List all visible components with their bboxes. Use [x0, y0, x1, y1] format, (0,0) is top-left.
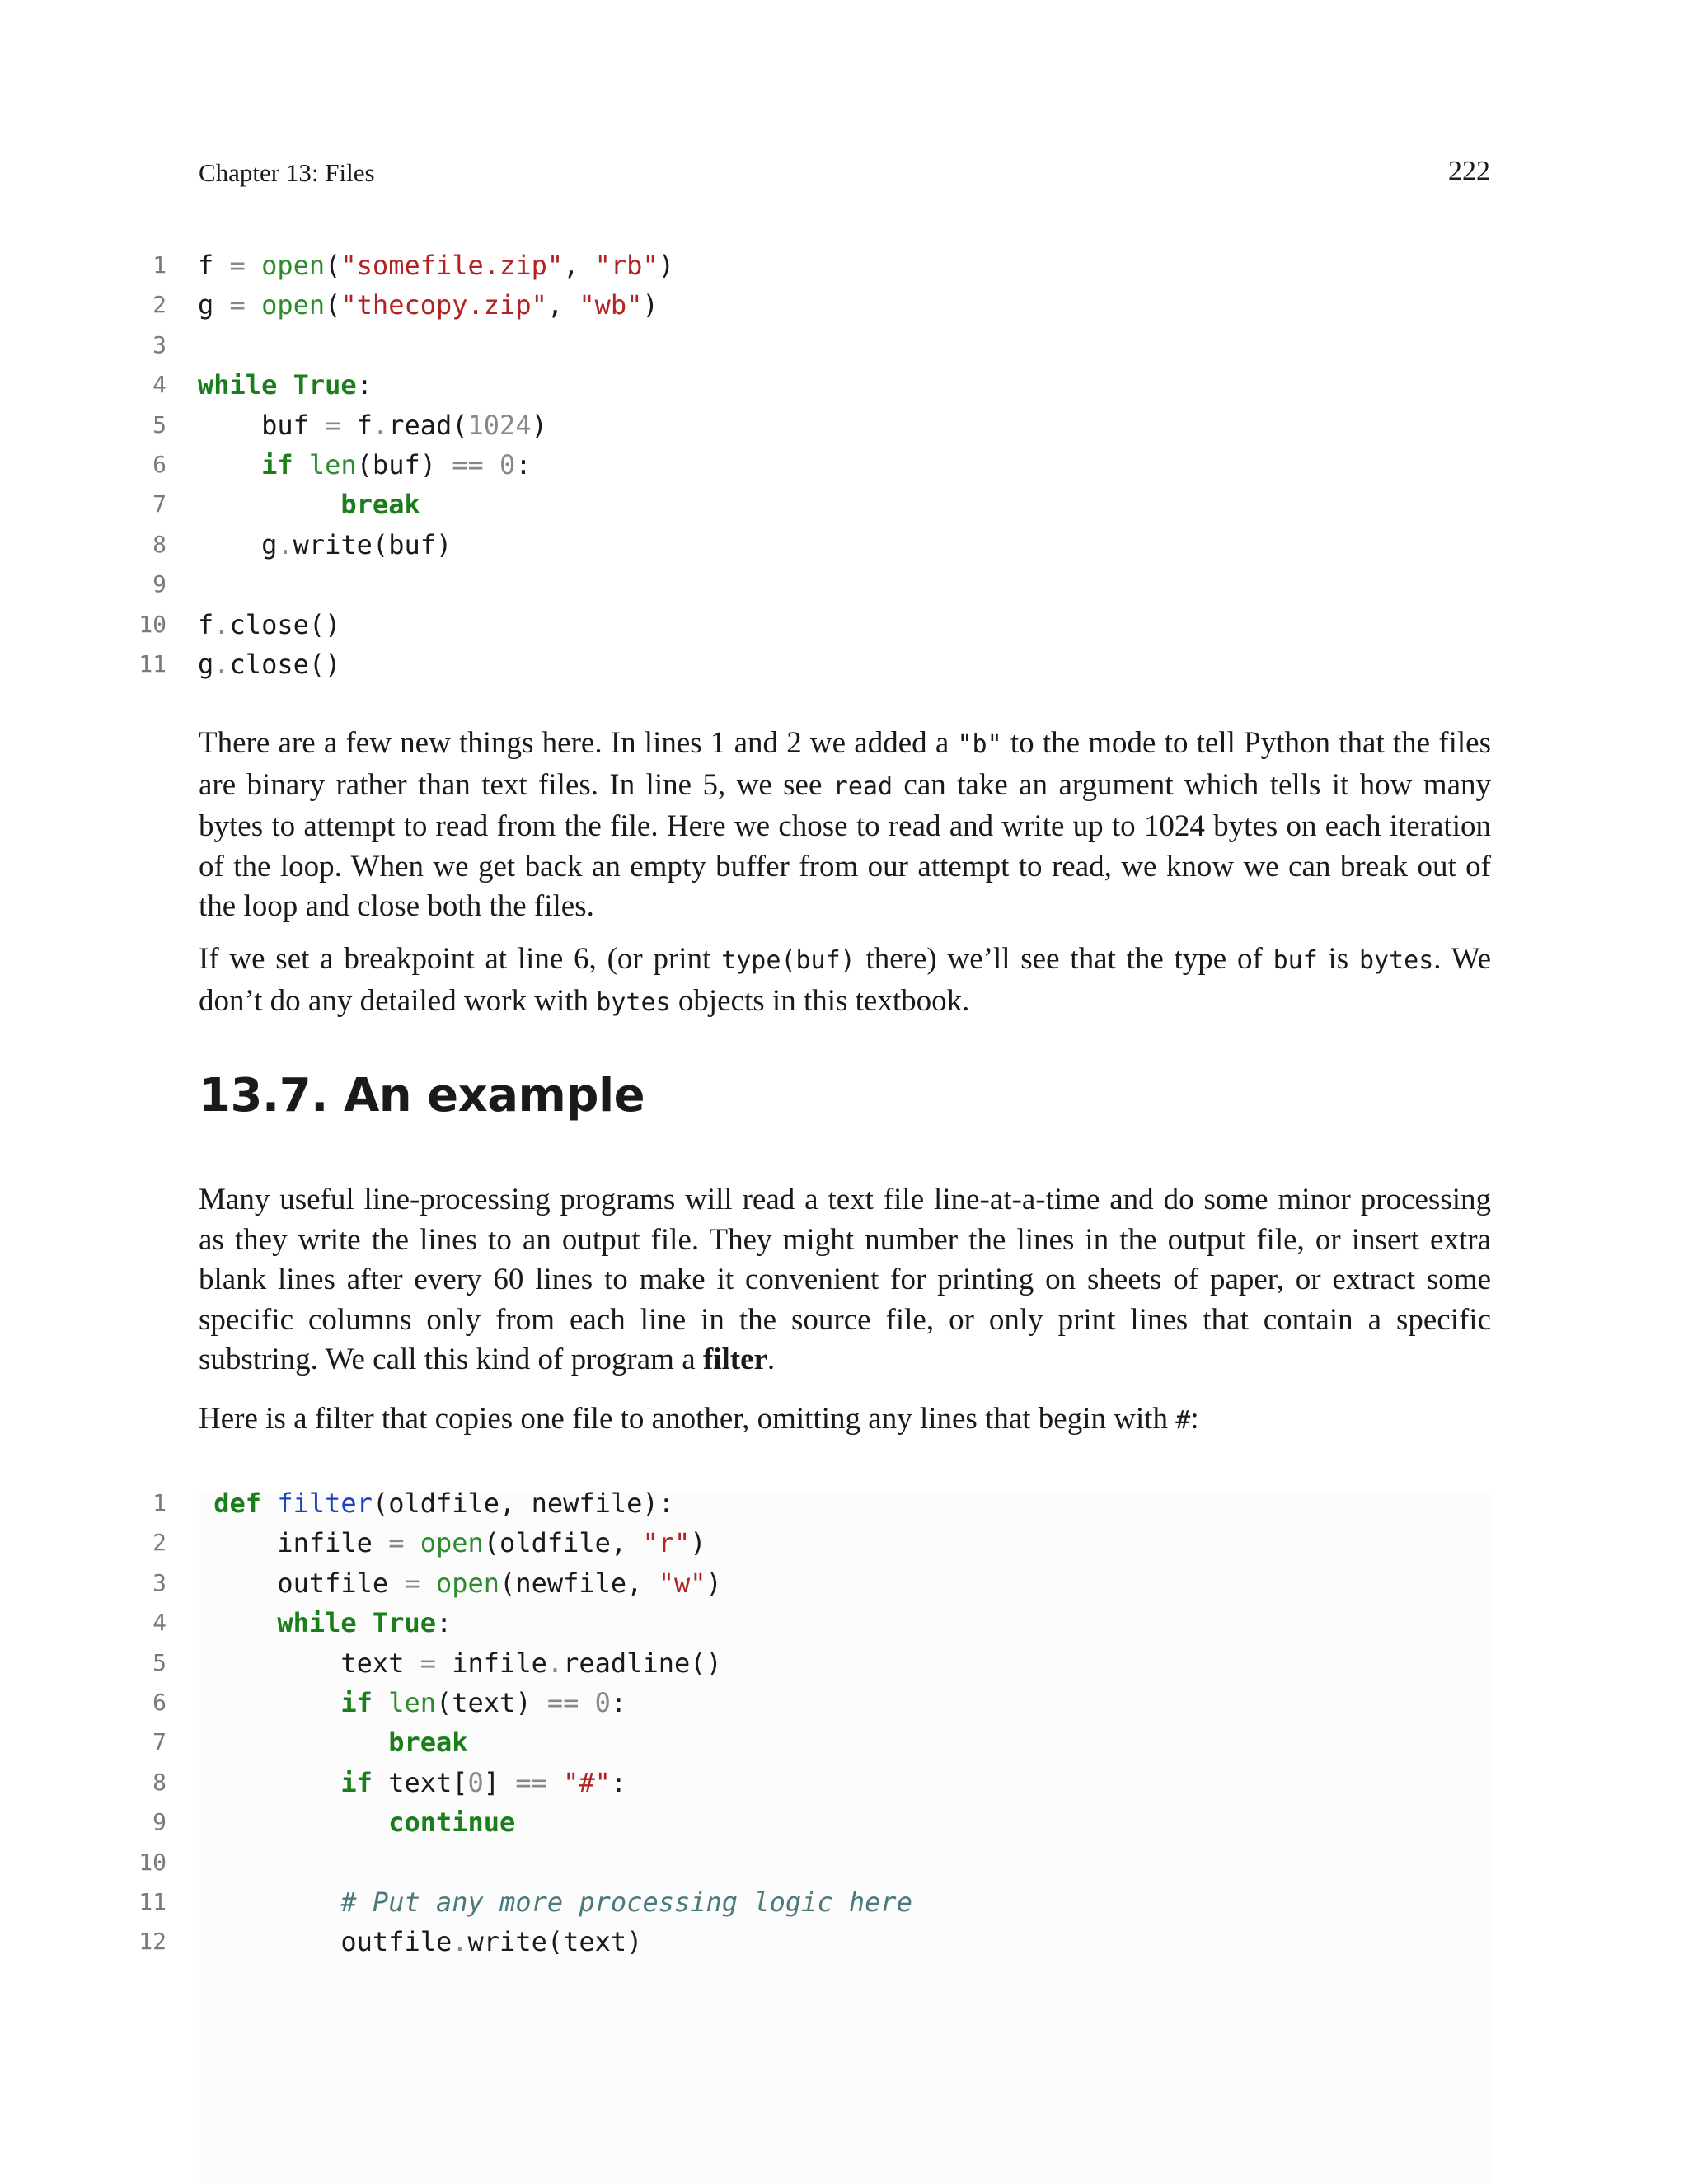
code-line	[132, 1683, 1490, 1722]
code-token: # Put any more processing logic here	[340, 1886, 912, 1918]
line-number: 8	[152, 530, 166, 558]
code-token: =	[404, 1567, 420, 1599]
code-text	[198, 445, 532, 485]
code-text	[198, 405, 547, 445]
code-line	[132, 405, 1490, 445]
code-token: ==	[546, 1686, 579, 1718]
code-token: filter	[277, 1488, 373, 1519]
code-token: open	[420, 1527, 484, 1559]
code-text	[198, 485, 420, 524]
code-token	[198, 1727, 388, 1758]
code-line	[132, 1922, 1490, 1961]
code-line	[132, 1843, 1490, 1882]
code-text	[198, 1683, 626, 1722]
code-token: len	[308, 448, 357, 480]
code-line	[132, 246, 1490, 285]
code-line	[132, 605, 1490, 644]
code-token: :	[610, 1766, 627, 1798]
paragraph-bytes-type: If we set a breakpoint at line 6, (or print type(buf) there) we’ll see that the type of buf is bytes. We don’t do any detailed work with bytes objects in this textbook.	[199, 942, 1492, 1018]
code-token: ]	[483, 1766, 516, 1798]
inline-code: bytes	[596, 987, 671, 1017]
code-token: .	[452, 1926, 468, 1958]
code-token: continue	[388, 1807, 516, 1839]
code-token: readline()	[563, 1647, 722, 1679]
line-number: 1	[152, 251, 166, 279]
line-number: 6	[152, 450, 166, 478]
code-token: read(	[388, 409, 468, 441]
code-token: :	[610, 1686, 627, 1718]
code-token: 1024	[467, 409, 532, 441]
code-line	[132, 1882, 1490, 1922]
code-line	[132, 1802, 1490, 1842]
line-number: 9	[152, 1808, 166, 1836]
code-token: :	[356, 369, 373, 401]
code-text	[198, 1722, 468, 1762]
code-token: text	[198, 1647, 420, 1679]
code-token: )	[706, 1567, 722, 1599]
code-token	[198, 1767, 340, 1798]
code-token: f	[198, 608, 214, 640]
code-token: "#"	[563, 1766, 611, 1798]
code-token	[547, 1767, 563, 1798]
code-token	[198, 1488, 213, 1519]
code-token	[246, 289, 261, 321]
code-token: buf	[198, 409, 326, 441]
code-line	[132, 485, 1490, 524]
code-token: open	[435, 1567, 500, 1599]
code-token: (oldfile, newfile):	[372, 1488, 674, 1519]
line-number: 9	[152, 570, 166, 598]
code-token: =	[420, 1647, 436, 1679]
code-line	[132, 285, 1490, 325]
code-token	[198, 449, 261, 480]
code-token: def	[213, 1488, 262, 1519]
code-token: "somefile.zip"	[340, 250, 564, 281]
code-token: .	[213, 648, 230, 680]
line-number: 11	[138, 1887, 166, 1915]
code-token: 0	[499, 448, 516, 480]
code-token: break	[340, 489, 420, 521]
inline-code: bytes	[1358, 946, 1434, 975]
line-number: 2	[152, 291, 166, 319]
page-number: 222	[1448, 156, 1490, 186]
code-token: break	[388, 1727, 468, 1759]
paragraph-binary-files: There are a few new things here. In lines 1 and 2 we added a "b" to the mode to tell Python that the files are binary rather than text files. In line 5, we see read can take an argument which tells it how many bytes to attempt to read from the file. Here we chose to read and write up to 1024 bytes on each iteration of the loop. When we get back an empty buffer from our attempt to read, we know we can break out of the loop and close both the files.	[199, 726, 1491, 923]
code-line	[132, 1563, 1490, 1603]
code-token: (newfile,	[499, 1567, 659, 1599]
line-number: 7	[152, 1728, 166, 1756]
code-token	[373, 1687, 388, 1718]
code-token	[198, 1807, 388, 1838]
code-text	[198, 246, 674, 285]
code-line	[132, 445, 1490, 485]
code-line	[132, 326, 1490, 365]
line-number: 12	[138, 1928, 166, 1956]
code-token	[198, 1607, 277, 1638]
code-token	[484, 449, 499, 480]
code-text	[198, 525, 452, 565]
code-line	[132, 1483, 1490, 1523]
paragraph-filter-example: Here is a filter that copies one file to another, omitting any lines that begin with #:	[199, 1402, 1199, 1436]
code-token: ==	[515, 1766, 547, 1798]
code-token: .	[546, 1647, 564, 1679]
code-text	[198, 1882, 912, 1922]
code-token: "w"	[658, 1567, 706, 1599]
code-line	[132, 365, 1490, 405]
line-number: 4	[152, 1609, 166, 1637]
code-token: .	[372, 409, 389, 441]
bold-term: filter	[702, 1343, 767, 1376]
code-line	[132, 1603, 1490, 1643]
code-token	[404, 1527, 420, 1558]
code-token: ,	[563, 250, 595, 281]
code-text	[198, 365, 373, 405]
inline-code: #	[1175, 1406, 1191, 1435]
code-line	[132, 644, 1490, 684]
code-token: while	[198, 369, 278, 401]
code-token: len	[388, 1686, 436, 1718]
code-token	[420, 1568, 436, 1599]
code-token: "wb"	[579, 289, 643, 321]
code-token: "thecopy.zip"	[340, 289, 547, 321]
code-token: :	[515, 448, 532, 480]
line-number: 5	[152, 410, 166, 438]
line-number: 8	[152, 1768, 166, 1796]
code-token: )	[531, 409, 547, 441]
code-token: infile	[435, 1647, 547, 1679]
code-token: infile	[198, 1527, 389, 1559]
code-text	[198, 1603, 452, 1643]
code-token: close()	[229, 648, 341, 680]
code-token: f	[198, 250, 230, 281]
code-token: )	[690, 1527, 706, 1559]
code-token: if	[261, 448, 293, 480]
code-token	[579, 1687, 594, 1718]
line-number: 3	[152, 330, 166, 359]
line-number: 10	[138, 1848, 166, 1876]
section-heading: 13.7. An example	[199, 1069, 645, 1122]
code-token: if	[340, 1766, 373, 1798]
code-text	[198, 605, 340, 644]
inline-code: type(buf)	[721, 946, 856, 975]
code-line	[132, 1722, 1490, 1762]
code-token: True	[293, 369, 357, 401]
code-line	[132, 525, 1490, 565]
code-text	[198, 644, 340, 684]
code-token	[198, 489, 340, 520]
line-number: 1	[152, 1489, 166, 1516]
code-text	[198, 1802, 515, 1842]
code-text	[198, 1922, 642, 1961]
code-token	[277, 369, 293, 401]
code-token: True	[372, 1607, 436, 1639]
code-line	[132, 1523, 1490, 1563]
code-token: )	[658, 250, 674, 281]
code-token: =	[325, 409, 341, 441]
code-text	[198, 1643, 722, 1683]
code-token	[261, 1488, 277, 1519]
code-token: close()	[229, 608, 341, 640]
code-token: "r"	[642, 1527, 691, 1559]
code-token: open	[261, 289, 326, 321]
line-number: 5	[152, 1648, 166, 1676]
code-token: text[	[372, 1766, 468, 1798]
paragraph-filter-intro: Many useful line-processing programs will read a text file line-at-a-time and do some minor processing as they write the lines to an output file. They might number the lines in the output file, or insert extra blank lines after every 60 lines to make it convenient for printing on sheets of paper, or extract some specific columns only from each line in the source file, or only print lines that contain a specific substring. We call this kind of program a filter.	[199, 1183, 1491, 1376]
code-text	[198, 1523, 706, 1563]
code-token: outfile	[198, 1926, 452, 1958]
inline-code: "b"	[957, 730, 1002, 759]
code-token: outfile	[198, 1567, 405, 1599]
code-token	[357, 1607, 373, 1638]
inline-code: read	[832, 771, 893, 801]
code-token: .	[213, 608, 230, 640]
running-header-chapter: Chapter 13: Files	[199, 158, 375, 187]
line-number: 11	[138, 649, 166, 677]
code-token: write(text)	[467, 1926, 643, 1958]
code-token: open	[261, 250, 326, 281]
code-line	[132, 1763, 1490, 1802]
code-text	[198, 1483, 674, 1523]
code-token	[246, 250, 261, 281]
code-token: 0	[467, 1766, 484, 1798]
code-token: (oldfile,	[483, 1527, 643, 1559]
line-number: 6	[152, 1688, 166, 1716]
code-token: 0	[594, 1686, 611, 1718]
code-line	[132, 1643, 1490, 1683]
code-token: g	[198, 648, 214, 680]
code-token: if	[340, 1686, 373, 1718]
code-token: ,	[546, 289, 579, 321]
code-block-copy-file	[132, 246, 1490, 684]
code-token: (	[325, 289, 341, 321]
code-token: g	[198, 289, 230, 321]
code-block-filter-function	[132, 1483, 1490, 1962]
code-token: f	[340, 409, 373, 441]
code-token: :	[435, 1607, 452, 1639]
code-token: )	[642, 289, 659, 321]
code-token: write(buf)	[293, 528, 452, 560]
line-number: 4	[152, 371, 166, 399]
code-token	[198, 1687, 340, 1718]
code-token: ==	[452, 448, 484, 480]
code-text	[198, 1763, 626, 1802]
code-token: "rb"	[594, 250, 659, 281]
code-text	[198, 285, 659, 325]
code-token: (buf)	[356, 448, 452, 480]
code-token: .	[277, 528, 293, 560]
code-token: while	[277, 1607, 357, 1639]
code-line	[132, 565, 1490, 604]
code-token: =	[388, 1527, 405, 1559]
code-token	[293, 449, 309, 480]
code-token: g	[198, 528, 278, 560]
line-number: 7	[152, 490, 166, 518]
code-token: (	[325, 250, 341, 281]
code-text	[198, 1563, 722, 1603]
line-number: 2	[152, 1529, 166, 1557]
code-token: (text)	[435, 1686, 547, 1718]
code-token: =	[229, 289, 246, 321]
inline-code: buf	[1273, 946, 1318, 975]
code-token	[198, 1886, 340, 1918]
code-token: =	[229, 250, 246, 281]
line-number: 10	[138, 610, 166, 638]
line-number: 3	[152, 1568, 166, 1596]
